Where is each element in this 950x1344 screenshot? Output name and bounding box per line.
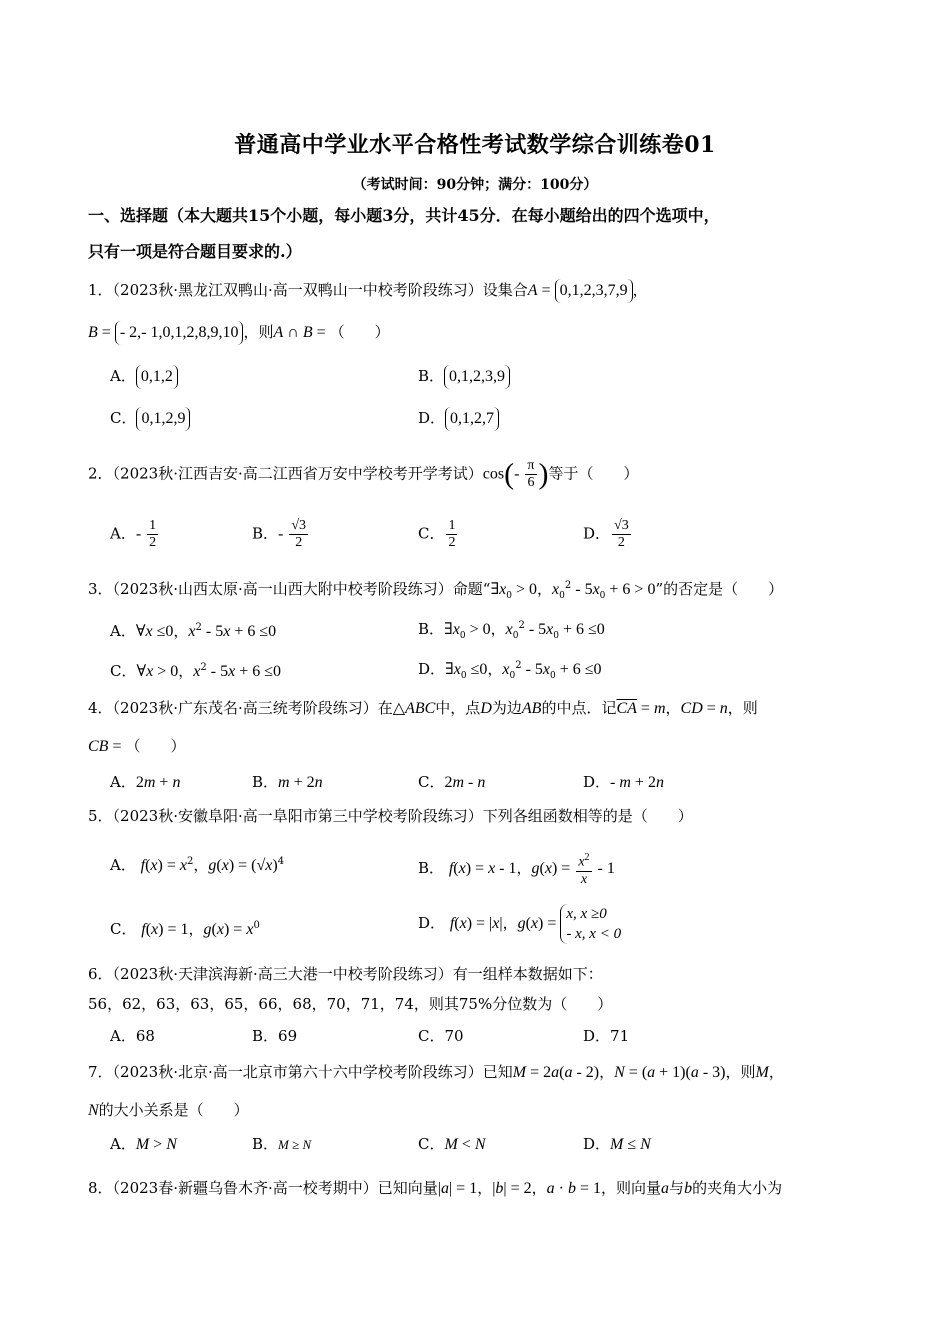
q6-option-c[interactable]: C．70 <box>418 1027 464 1045</box>
q4-option-c[interactable]: C．2m - n <box>418 773 486 791</box>
q5-option-b[interactable]: B． f(x) = x - 1，g(x) = $\frac{x^2}{x}$ - 1 <box>418 852 615 887</box>
exam-subtitle: （考试时间：90分钟；满分：100分） <box>352 177 598 193</box>
question-1-line1: 1．（2023秋·黑龙江双鸭山·高一双鸭山一中校考阶段练习）设集合A = 0,1,2,3,7,9 ， <box>88 278 648 303</box>
question-8: 8．（2023春·新疆乌鲁木齐·高一校考期中）已知向量|a| = 1，|b| = 2，a · b = 1，则向量a与b的夹角大小为 <box>88 1179 783 1197</box>
q2-option-a[interactable]: A．- $\frac{1}{2}$ <box>110 518 157 550</box>
section-heading-line2: 只有一项是符合题目要求的.） <box>88 242 302 261</box>
q4-option-d[interactable]: D．- m + 2n <box>583 773 664 791</box>
q3-option-c[interactable]: C．∀x > 0，$x^2 - 5x + 6 \le 0$ <box>110 662 282 680</box>
q2-option-c[interactable]: C． $\frac{1}{2}$ <box>418 518 456 550</box>
q5-option-c[interactable]: C． f(x) = 1，$g(x) = x^0$ <box>110 920 260 938</box>
q3-option-a[interactable]: A．∀x ≤0，$x^2 - 5x + 6 \le 0$ <box>110 622 277 640</box>
q5-option-d[interactable]: D． f(x) = |x|，g(x) = x, x ≥0 - x, x < 0 <box>418 906 622 942</box>
set-b: - 2,- 1,0,1,2,8,9,10 <box>115 321 244 345</box>
section-heading-line1: 一、选择题（本大题共15个小题，每小题3分，共计45分．在每小题给出的四个选项中， <box>88 206 720 225</box>
set-a: 0,1,2,3,7,9 <box>555 279 633 303</box>
q7-option-a[interactable]: A．M > N <box>110 1135 177 1153</box>
exam-title: 普通高中学业水平合格性考试数学综合训练卷01 <box>234 132 716 158</box>
q3-option-b[interactable]: B．$\exists x_0 > 0$，$x_0^2 - 5x_0 + 6 \le 0$ <box>418 620 605 641</box>
q7-option-b[interactable]: B．M ≥ N <box>252 1135 312 1153</box>
question-7-line2: N的大小关系是（ ） <box>88 1101 249 1119</box>
q7-option-d[interactable]: D．M ≤ N <box>583 1135 651 1153</box>
question-2: 2．（2023秋·江西吉安·高二江西省万安中学校考开学考试）cos(- $\frac{\pi}{6}$ )等于（ ） <box>88 457 639 491</box>
q6-option-a[interactable]: A．68 <box>110 1027 155 1045</box>
q2-option-b[interactable]: B．- $\frac{√3}{2}$ <box>252 518 307 550</box>
q5-option-a[interactable]: A． $f(x) = x^2$，$g(x) = (√x)^4$ <box>110 856 285 874</box>
q2-option-d[interactable]: D． $\frac{√3}{2}$ <box>583 518 629 550</box>
q6-option-b[interactable]: B．69 <box>252 1027 298 1045</box>
q1-option-a[interactable]: A． 0,1,2 <box>110 364 178 389</box>
q3-option-d[interactable]: D．$\exists x_0 \le 0$，$x_0^2 - 5x_0 + 6 \le 0$ <box>418 660 602 681</box>
q4-option-b[interactable]: B．m + 2n <box>252 773 323 791</box>
question-6-line1: 6．（2023秋·天津滨海新·高三大港一中校考阶段练习）有一组样本数据如下： <box>88 965 603 983</box>
q1-option-d[interactable]: D． 0,1,2,7 <box>418 406 499 431</box>
q1-option-c[interactable]: C． 0,1,2,9 <box>110 406 190 431</box>
q1-option-b[interactable]: B． 0,1,2,3,9 <box>418 364 510 389</box>
q4-option-a[interactable]: A．2m + n <box>110 773 181 791</box>
question-5: 5．（2023秋·安徽阜阳·高一阜阳市第三中学校考阶段练习）下列各组函数相等的是（ ） <box>88 807 693 825</box>
question-6-line2: 56，62，63，63，65，66，68，70，71，74，则其75%分位数为（ ） <box>88 995 613 1013</box>
q7-option-c[interactable]: C．M < N <box>418 1135 486 1153</box>
question-3: 3．（2023秋·山西太原·高一山西大附中校考阶段练习）命题“$\exists x_0 > 0$，$x_0^2 - 5x_0 + 6 > 0$”的否定是（ ） <box>88 580 784 601</box>
q6-option-d[interactable]: D．71 <box>583 1027 630 1045</box>
question-4-line1: 4．（2023秋·广东茂名·高三统考阶段练习）在△ABC中，点D为边AB的中点．记$\overline{CA} = m$，CD = n，则 <box>88 699 758 717</box>
question-1-line2: B = - 2,- 1,0,1,2,8,9,10 ，则A ∩ B = （ ） <box>88 320 390 345</box>
question-4-line2: CB = （ ） <box>88 737 186 755</box>
question-7-line1: 7．（2023秋·北京·高一北京市第六十六中学校考阶段练习）已知M = 2a(a - 2)，N = (a + 1)(a - 3)，则M， <box>88 1063 784 1081</box>
